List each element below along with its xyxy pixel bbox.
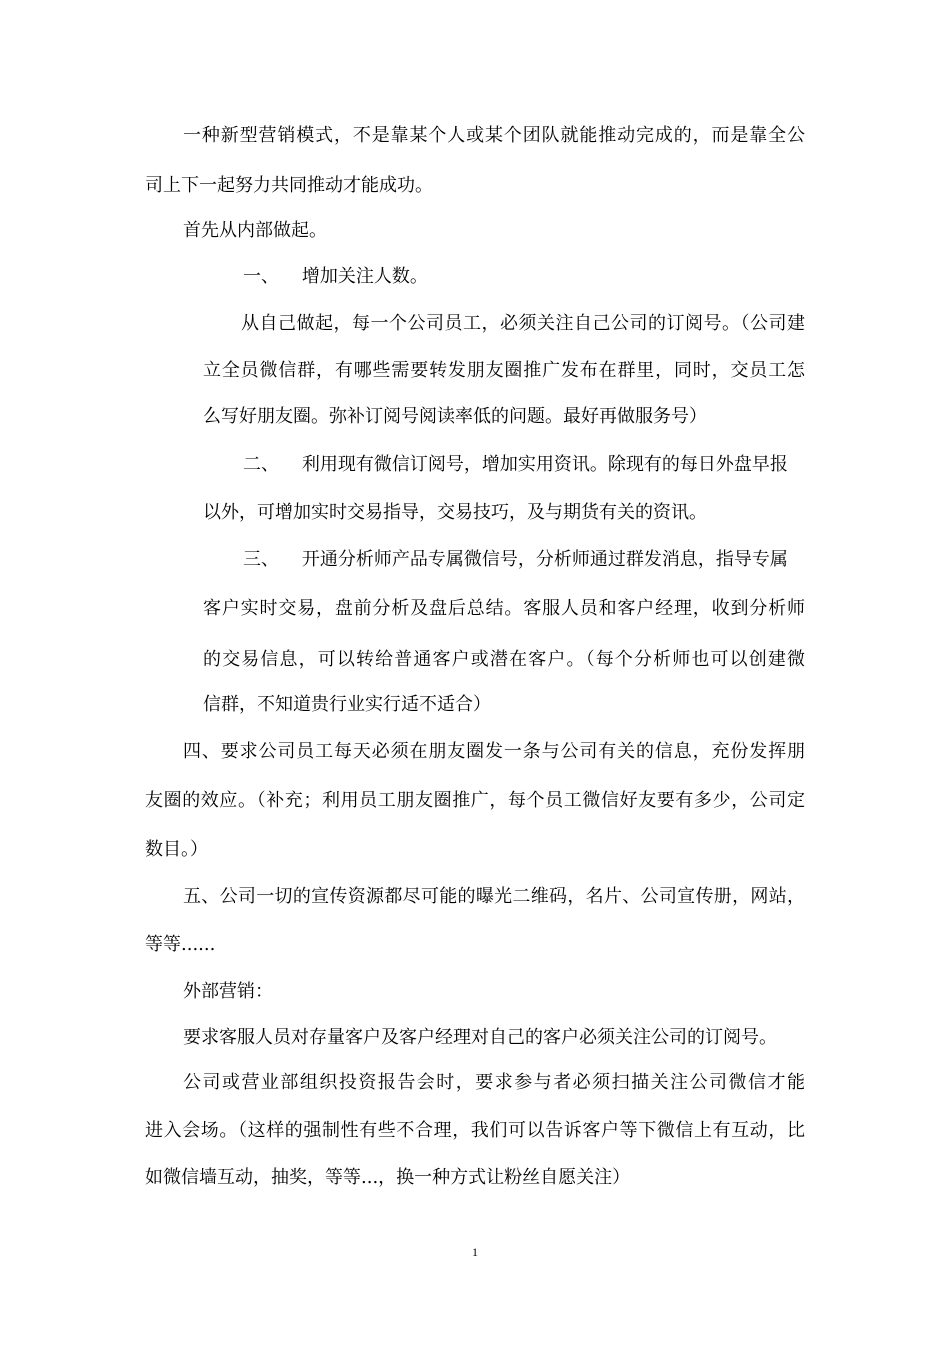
- text-line: 四、要求公司员工每天必须在朋友圈发一条与公司有关的信息，充份发挥朋: [183, 741, 806, 762]
- text-line: 从自己做起，每一个公司员工，必须关注自己公司的订阅号。（公司建: [241, 313, 806, 334]
- text-line: 要求客服人员对存量客户及客户经理对自己的客户必须关注公司的订阅号。: [183, 1027, 777, 1048]
- text-line: 客户实时交易，盘前分析及盘后总结。客服人员和客户经理，收到分析师: [203, 598, 806, 619]
- list-heading: 一、 增加关注人数。: [243, 266, 428, 287]
- text-line: 首先从内部做起。: [183, 220, 327, 241]
- text-line: 等等......: [145, 934, 216, 955]
- text-line: 以外，可增加实时交易指导，交易技巧，及与期货有关的资讯。: [203, 502, 707, 523]
- text-line: 进入会场。（这样的强制性有些不合理，我们可以告诉客户等下微信上有互动，比: [145, 1120, 806, 1141]
- list-heading: 二、 利用现有微信订阅号，增加实用资讯。除现有的每日外盘早报: [243, 454, 788, 475]
- text-line: 一种新型营销模式，不是靠某个人或某个团队就能推动完成的，而是靠全公: [183, 125, 806, 146]
- text-line: 友圈的效应。（补充；利用员工朋友圈推广，每个员工微信好友要有多少，公司定: [145, 790, 806, 811]
- text-line: 信群，不知道贵行业实行适不适合）: [203, 694, 491, 715]
- text-line: 公司或营业部组织投资报告会时，要求参与者必须扫描关注公司微信才能: [183, 1072, 807, 1093]
- section-heading: 外部营销：: [183, 981, 273, 1002]
- text-line: 如微信墙互动，抽奖，等等...，换一种方式让粉丝自愿关注）: [145, 1167, 631, 1188]
- text-line: 立全员微信群，有哪些需要转发朋友圈推广发布在群里，同时，交员工怎: [203, 360, 806, 381]
- text-line: 五、公司一切的宣传资源都尽可能的曝光二维码，名片、公司宣传册，网站，: [183, 886, 806, 907]
- text-line: 的交易信息，可以转给普通客户或潜在客户。（每个分析师也可以创建微: [203, 649, 807, 670]
- list-heading: 三、 开通分析师产品专属微信号，分析师通过群发消息，指导专属: [243, 549, 788, 570]
- text-line: 么写好朋友圈。弥补订阅号阅读率低的问题。最好再做服务号）: [203, 406, 707, 427]
- page-number: 1: [472, 1245, 478, 1259]
- text-line: 司上下一起努力共同推动才能成功。: [145, 175, 433, 196]
- text-line: 数目。）: [145, 839, 208, 860]
